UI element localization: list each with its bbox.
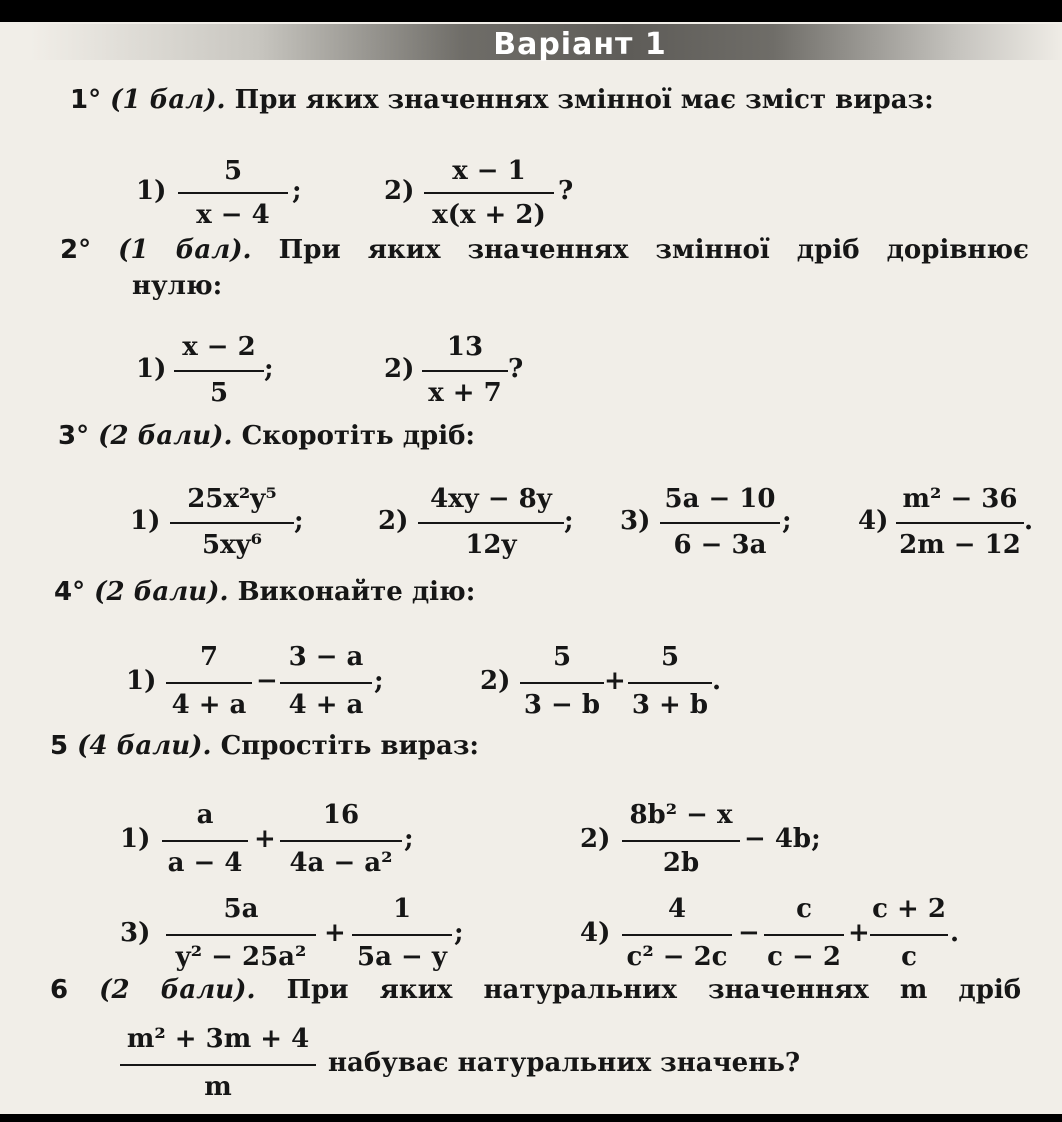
- top-black-border: [0, 0, 1062, 22]
- fraction: [280, 786, 402, 882]
- bottom-black-border: [0, 1114, 1062, 1122]
- item-end: ;: [374, 666, 384, 696]
- item-end: .: [1024, 506, 1034, 536]
- fraction: [120, 1018, 316, 1114]
- denominator: 3 + b: [631, 690, 709, 720]
- numerator: 5a: [223, 894, 259, 924]
- item-end: ;: [564, 506, 574, 536]
- task-5-item-1: [120, 786, 440, 886]
- numerator: 3 − a: [288, 642, 364, 672]
- numerator: 1: [392, 894, 412, 924]
- task-3-text: Скоротіть дріб:: [241, 421, 476, 451]
- item-end: ;: [782, 506, 792, 536]
- item-label: 1): [120, 824, 151, 854]
- item-label: 4): [858, 506, 889, 536]
- numerator: 4: [667, 894, 687, 924]
- item-label: 1): [126, 666, 157, 696]
- task-1-points: (1 бал).: [110, 85, 226, 115]
- item-tail: − 4b;: [744, 824, 821, 854]
- operator: +: [604, 666, 626, 696]
- item-end: ;: [454, 918, 464, 948]
- operator: +: [254, 824, 276, 854]
- denominator: 2m − 12: [899, 530, 1021, 560]
- denominator: x(x + 2): [432, 200, 546, 230]
- denominator: a − 4: [167, 848, 243, 878]
- numerator: 4xy − 8y: [430, 484, 552, 514]
- denominator: 3 − b: [523, 690, 601, 720]
- fraction: [660, 470, 780, 566]
- numerator: c + 2: [872, 894, 946, 924]
- variant-banner: [30, 24, 1062, 60]
- task-2-points: (1 бал).: [118, 235, 252, 265]
- task-2-item-1: [136, 318, 356, 418]
- operator: +: [848, 918, 870, 948]
- denominator: 12y: [465, 530, 517, 560]
- numerator: 25x²y⁵: [187, 484, 277, 514]
- denominator: m: [204, 1072, 232, 1102]
- fraction: [870, 880, 948, 976]
- operator: −: [256, 666, 278, 696]
- item-label: 3): [620, 506, 651, 536]
- numerator: 5: [223, 156, 243, 186]
- item-label: 2): [580, 824, 611, 854]
- item-end: ;: [292, 176, 302, 206]
- item-end: ?: [508, 354, 524, 384]
- item-end: .: [950, 918, 960, 948]
- operator: +: [324, 918, 346, 948]
- task-2-number: 2°: [60, 235, 92, 265]
- numerator: m² − 36: [902, 484, 1018, 514]
- denominator: 4a − a²: [289, 848, 393, 878]
- fraction: [166, 880, 316, 976]
- worksheet-page: [0, 22, 1062, 1114]
- denominator: 4 + a: [288, 690, 364, 720]
- task-3-item-4: [858, 470, 1054, 570]
- denominator: x − 4: [196, 200, 270, 230]
- fraction: [280, 628, 372, 724]
- numerator: x − 1: [452, 156, 526, 186]
- task-4-number: 4°: [54, 577, 86, 607]
- denominator: 2b: [662, 848, 700, 878]
- numerator: 5: [552, 642, 572, 672]
- denominator: 5: [209, 378, 229, 408]
- item-end: ;: [294, 506, 304, 536]
- denominator: 5xy⁶: [201, 530, 263, 560]
- task-5-item-3: [120, 880, 480, 980]
- task-5-points: (4 бали).: [77, 731, 212, 761]
- task-6-number: 6: [50, 975, 69, 1005]
- task-6-heading: [50, 974, 1034, 1006]
- fraction: [166, 628, 252, 724]
- task-2-text: При яких значеннях змінної дріб дорівнює: [278, 235, 1029, 265]
- fraction: [170, 470, 294, 566]
- item-end: .: [712, 666, 722, 696]
- task-6-points: (2 бали).: [99, 975, 256, 1005]
- denominator: x + 7: [428, 378, 502, 408]
- fraction: [896, 470, 1024, 566]
- task-1-number: 1°: [70, 85, 102, 115]
- task-4-heading: [54, 576, 475, 608]
- denominator: 5a − y: [357, 942, 447, 972]
- fraction: [418, 470, 564, 566]
- denominator: c: [901, 942, 917, 972]
- task-4-points: (2 бали).: [94, 577, 229, 607]
- task-1-item-2: [384, 142, 644, 242]
- task-3-item-2: [378, 470, 598, 570]
- task-4-text: Виконайте дію:: [237, 577, 476, 607]
- fraction: [162, 786, 248, 882]
- fraction: [520, 628, 604, 724]
- numerator: 8b² − x: [629, 800, 733, 830]
- task-6-text-after: набуває натуральних значень?: [328, 1048, 801, 1078]
- numerator: 13: [446, 332, 484, 362]
- variant-title: Варіант 1: [493, 27, 667, 62]
- numerator: 7: [199, 642, 219, 672]
- item-label: 1): [130, 506, 161, 536]
- denominator: c − 2: [767, 942, 841, 972]
- numerator: a: [196, 800, 214, 830]
- task-3-item-1: [130, 470, 350, 570]
- item-label: 2): [384, 354, 415, 384]
- numerator: 5a − 10: [664, 484, 776, 514]
- fraction: [352, 880, 452, 976]
- numerator: 5: [660, 642, 680, 672]
- item-label: 3): [120, 918, 151, 948]
- operator: −: [738, 918, 760, 948]
- task-3-number: 3°: [58, 421, 90, 451]
- denominator: 4 + a: [171, 690, 247, 720]
- fraction: [622, 880, 732, 976]
- task-5-number: 5: [50, 731, 69, 761]
- task-3-item-3: [620, 470, 820, 570]
- task-1-item-1: [136, 142, 356, 242]
- task-2-heading-cont: нулю:: [132, 271, 223, 301]
- item-label: 2): [480, 666, 511, 696]
- task-6-expression: [120, 1018, 880, 1114]
- task-5-item-4: [580, 880, 1000, 980]
- denominator: y² − 25a²: [175, 942, 307, 972]
- task-6-text: При яких натуральних значеннях m дріб: [286, 975, 1022, 1005]
- denominator: c² − 2c: [626, 942, 728, 972]
- fraction: [424, 142, 554, 236]
- task-5-text: Спростіть вираз:: [220, 731, 480, 761]
- item-end: ?: [558, 176, 574, 206]
- task-1-heading: [70, 84, 934, 116]
- numerator: c: [796, 894, 812, 924]
- numerator: m² + 3m + 4: [126, 1024, 310, 1054]
- item-end: ;: [264, 354, 274, 384]
- task-5-item-2: [580, 786, 880, 886]
- task-2-item-2: [384, 318, 604, 418]
- fraction: [422, 318, 508, 412]
- item-label: 4): [580, 918, 611, 948]
- fraction: [178, 142, 288, 236]
- numerator: 16: [322, 800, 360, 830]
- numerator: x − 2: [182, 332, 256, 362]
- task-2-heading: [60, 234, 1040, 266]
- fraction: [628, 628, 712, 724]
- task-4-item-2: [480, 628, 740, 728]
- task-3-heading: [58, 420, 475, 452]
- fraction: [622, 786, 740, 882]
- item-end: ;: [404, 824, 414, 854]
- item-label: 2): [384, 176, 415, 206]
- fraction: [174, 318, 264, 412]
- fraction: [764, 880, 844, 976]
- task-1-text: При яких значеннях змінної має зміст вираз:: [234, 85, 934, 115]
- item-label: 2): [378, 506, 409, 536]
- item-label: 1): [136, 176, 167, 206]
- task-4-item-1: [126, 628, 426, 728]
- item-label: 1): [136, 354, 167, 384]
- denominator: 6 − 3a: [673, 530, 767, 560]
- task-5-heading: [50, 730, 479, 762]
- task-3-points: (2 бали).: [98, 421, 233, 451]
